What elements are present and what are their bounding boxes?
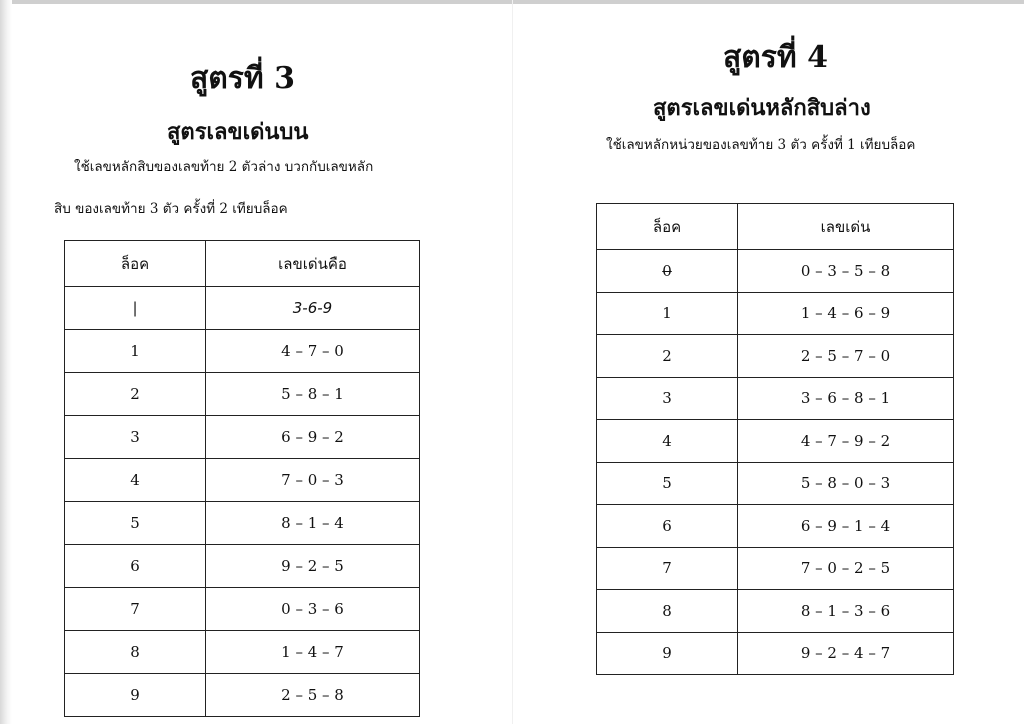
table-row [65, 588, 420, 631]
left-subtitle: สูตรเลขเด่นบน [167, 119, 309, 145]
row-lock: 4 [65, 459, 206, 502]
left-table [64, 240, 420, 717]
table-row [65, 674, 420, 717]
row-value: 3 – 6 – 8 – 1 [738, 377, 954, 420]
right-description-line-1: ใช้เลขหลักหน่วยของเลขท้าย 3 ตัว ครั้งที่ 1 เทียบล็อค [606, 137, 916, 153]
row-value: 8 – 1 – 4 [206, 502, 420, 545]
right-subtitle: สูตรเลขเด่นหลักสิบล่าง [653, 95, 871, 121]
left-description-line-2: สิบ ของเลขท้าย 3 ตัว ครั้งที่ 2 เทียบล็อค [54, 201, 288, 217]
row-value: 0 – 3 – 5 – 8 [738, 250, 954, 293]
row-lock: 9 [65, 674, 206, 717]
row-value: 5 – 8 – 0 – 3 [738, 462, 954, 505]
row-lock: 1 [597, 292, 738, 335]
row-lock: 8 [65, 631, 206, 674]
row-lock: 6 [65, 545, 206, 588]
row-value: 4 – 7 – 9 – 2 [738, 420, 954, 463]
row-value: 9 – 2 – 4 – 7 [738, 632, 954, 675]
row-lock: 3 [65, 416, 206, 459]
table-row [65, 287, 420, 330]
table-row [597, 505, 954, 548]
row-value: 9 – 2 – 5 [206, 545, 420, 588]
row-lock: 7 [597, 547, 738, 590]
row-lock: 0 [597, 250, 738, 293]
table-row [65, 330, 420, 373]
left-header-lock: ล็อค [65, 241, 206, 287]
row-lock: 2 [597, 335, 738, 378]
left-description-line-1: ใช้เลขหลักสิบของเลขท้าย 2 ตัวล่าง บวกกับเลขหลัก [74, 159, 374, 175]
scan-edge-left [0, 0, 12, 724]
table-row [65, 502, 420, 545]
right-title: สูตรที่ 4 [723, 40, 828, 75]
left-header-value: เลขเด่นคือ [206, 241, 420, 287]
row-lock: 8 [597, 590, 738, 633]
row-value: 1 – 4 – 7 [206, 631, 420, 674]
table-row [65, 545, 420, 588]
right-table [596, 203, 954, 675]
left-title: สูตรที่ 3 [190, 61, 295, 96]
row-value: 4 – 7 – 0 [206, 330, 420, 373]
left-table-header-row [65, 241, 420, 287]
row-value: 2 – 5 – 7 – 0 [738, 335, 954, 378]
row-lock: 5 [597, 462, 738, 505]
row-value-handwritten: 3-6-9 [206, 287, 420, 330]
row-value: 5 – 8 – 1 [206, 373, 420, 416]
row-lock: 9 [597, 632, 738, 675]
row-value: 2 – 5 – 8 [206, 674, 420, 717]
row-lock: 5 [65, 502, 206, 545]
row-value: 6 – 9 – 2 [206, 416, 420, 459]
table-row [65, 631, 420, 674]
table-row [597, 292, 954, 335]
right-table-header-row [597, 204, 954, 250]
table-row [597, 377, 954, 420]
row-value: 8 – 1 – 3 – 6 [738, 590, 954, 633]
row-value: 0 – 3 – 6 [206, 588, 420, 631]
page-fold [512, 0, 513, 724]
row-lock: 7 [65, 588, 206, 631]
table-row [597, 547, 954, 590]
row-lock: 2 [65, 373, 206, 416]
table-row [597, 420, 954, 463]
right-header-lock: ล็อค [597, 204, 738, 250]
row-lock: | [65, 287, 206, 330]
table-row [597, 250, 954, 293]
row-value: 7 – 0 – 2 – 5 [738, 547, 954, 590]
row-lock: 6 [597, 505, 738, 548]
row-lock: 1 [65, 330, 206, 373]
row-value: 1 – 4 – 6 – 9 [738, 292, 954, 335]
table-row [65, 416, 420, 459]
row-value: 6 – 9 – 1 – 4 [738, 505, 954, 548]
row-value: 7 – 0 – 3 [206, 459, 420, 502]
row-lock: 3 [597, 377, 738, 420]
table-row [65, 459, 420, 502]
row-lock: 4 [597, 420, 738, 463]
table-row [65, 373, 420, 416]
right-header-value: เลขเด่น [738, 204, 954, 250]
table-row [597, 335, 954, 378]
table-row [597, 590, 954, 633]
table-row [597, 462, 954, 505]
table-row [597, 632, 954, 675]
